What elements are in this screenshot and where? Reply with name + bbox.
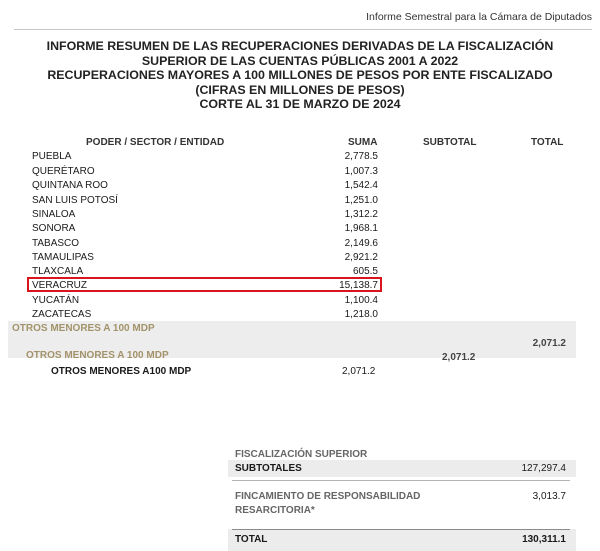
title-line-2: SUPERIOR DE LAS CUENTAS PÚBLICAS 2001 A 2022 (141, 53, 459, 68)
otros-group-label: OTROS MENORES A 100 MDP (12, 323, 155, 334)
entity-sum: 1,312.2 (344, 209, 378, 220)
entity-sum: 1,968.1 (344, 223, 378, 234)
title-line-3: RECUPERACIONES MAYORES A 100 MILLONES DE PESOS POR ENTE FISCALIZADO (47, 68, 553, 83)
entity-sum: 2,921.2 (344, 252, 378, 263)
entity-sum: 2,149.6 (344, 238, 378, 249)
header-rule (14, 29, 592, 30)
total-value: 130,311.1 (522, 534, 566, 545)
column-header-subtotal: SUBTOTAL (423, 137, 477, 148)
table-row (32, 195, 382, 209)
table-row (32, 252, 382, 266)
title-line-5: CORTE AL 31 DE MARZO DE 2024 (199, 97, 401, 112)
table-row (32, 295, 382, 309)
title-line-1: INFORME RESUMEN DE LAS RECUPERACIONES DERIVADAS DE LA FISCALIZACIÓN (46, 39, 554, 53)
entity-name: SAN LUIS POTOSÍ (32, 195, 118, 206)
entity-name: TLAXCALA (32, 266, 84, 277)
entity-name: TAMAULIPAS (32, 252, 94, 263)
divider (232, 480, 570, 481)
highlight-box (27, 277, 382, 292)
total-label: TOTAL (235, 534, 268, 545)
entity-sum: 1,007.3 (344, 166, 378, 177)
column-header-total: TOTAL (531, 137, 564, 148)
otros-item-label: OTROS MENORES A100 MDP (51, 366, 192, 377)
table-row (32, 209, 382, 223)
entity-name: SINALOA (32, 209, 76, 220)
otros-item-sum: 2,071.2 (342, 366, 376, 377)
otros-sub-subtotal: 2,071.2 (442, 352, 476, 363)
table-row (32, 223, 382, 237)
otros-group-total: 2,071.2 (532, 338, 566, 349)
table-row (32, 151, 382, 165)
entity-name: SONORA (32, 223, 76, 234)
fincamiento-label-line-1: FINCAMIENTO DE RESPONSABILIDAD (235, 491, 421, 502)
fincamiento-value: 3,013.7 (532, 491, 566, 502)
entity-name: YUCATÁN (32, 295, 80, 306)
title-line-4: (CIFRAS EN MILLONES DE PESOS) (195, 82, 405, 97)
entity-name: QUINTANA ROO (32, 180, 108, 191)
entity-name: QUERÉTARO (32, 166, 95, 177)
entity-sum: 2,778.5 (344, 151, 378, 162)
fiscalizacion-label: FISCALIZACIÓN SUPERIOR (235, 449, 368, 460)
entity-sum: 605.5 (352, 266, 378, 277)
report-header: Informe Semestral para la Cámara de Diputados (366, 11, 592, 23)
subtotales-label: SUBTOTALES (235, 463, 302, 474)
entity-sum: 1,542.4 (344, 180, 378, 191)
report-title (0, 39, 600, 112)
table-row (32, 238, 382, 252)
table-row (32, 180, 382, 194)
divider (232, 529, 570, 530)
entity-name: TABASCO (32, 238, 80, 249)
entity-name: ZACATECAS (32, 309, 92, 320)
column-header-entity: PODER / SECTOR / ENTIDAD (86, 137, 225, 148)
entity-sum: 1,218.0 (344, 309, 378, 320)
otros-sub-label: OTROS MENORES A 100 MDP (26, 350, 169, 361)
entity-sum: 1,251.0 (344, 195, 378, 206)
entity-sum: 1,100.4 (344, 295, 378, 306)
table-row (32, 166, 382, 180)
fincamiento-label-line-2: RESARCITORIA* (235, 505, 315, 516)
column-header-sum: SUMA (348, 137, 378, 148)
entity-name: VERACRUZ (32, 280, 88, 291)
subtotales-value: 127,297.4 (521, 463, 566, 474)
entity-sum: 15,138.7 (339, 280, 378, 291)
entity-name: PUEBLA (32, 151, 72, 162)
